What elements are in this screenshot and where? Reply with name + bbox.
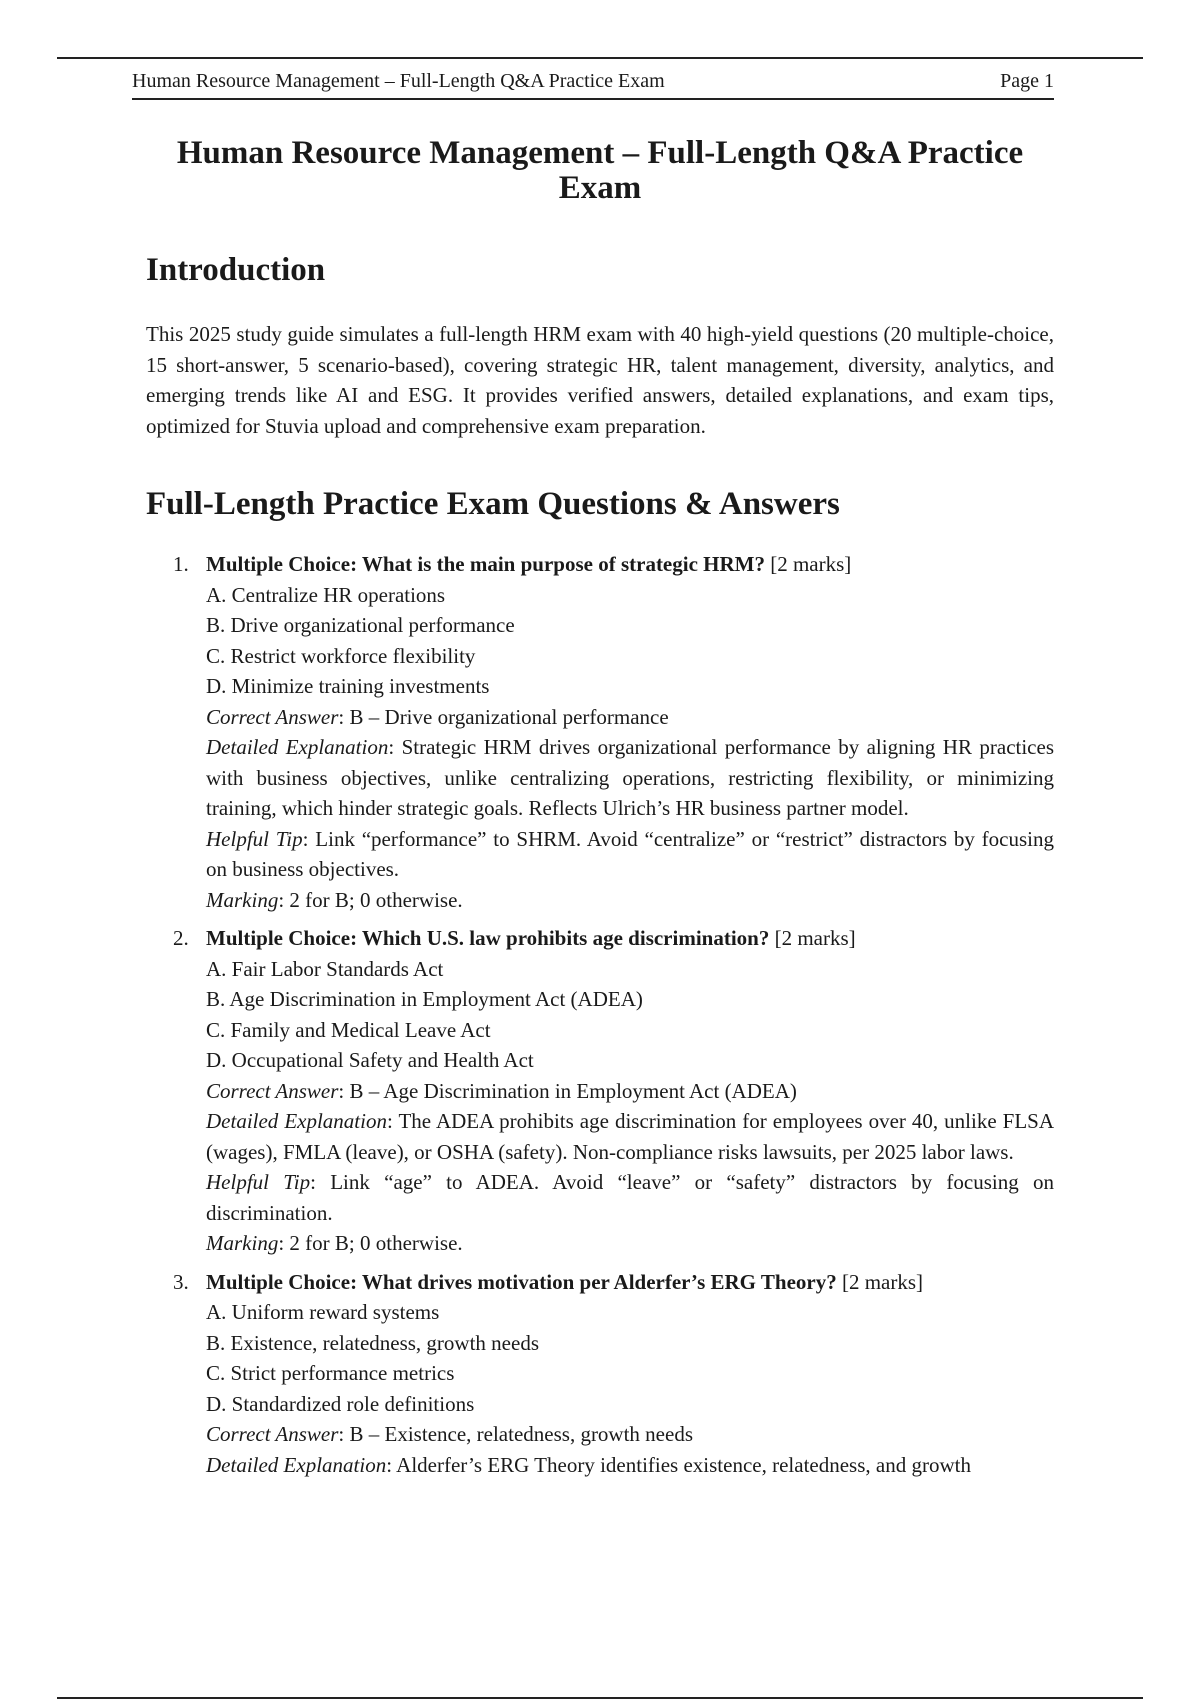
answer-option: D. Standardized role definitions [206,1391,475,1416]
tip-label: Helpful Tip [206,1170,311,1194]
question-number: 3. [173,1269,189,1294]
question-item [146,1267,1054,1481]
answer-option: C. Restrict workforce flexibility [206,643,476,668]
answer-option: B. Age Discrimination in Employment Act (ADEA) [206,987,643,1011]
answer-option: C. Strict performance metrics [206,1361,455,1385]
explanation-text: Alderfer’s ERG Theory identifies existence, relatedness, and growth [396,1452,971,1477]
tip-label: Helpful Tip [206,826,303,851]
marking-label: Marking [206,887,279,912]
question-item [146,923,1054,1259]
question-marks: [2 marks] [770,552,852,576]
correct-answer: Correct Answer: B – Existence, relatedness, growth needs [206,1422,694,1446]
question-title: Multiple Choice: What drives motivation per Alderfer’s ERG Theory? [206,1269,837,1294]
introduction-paragraph: This 2025 study guide simulates a full-length HRM exam with 40 high-yield questions (20 multiple-choice, 15 short-answer, 5 scenario-based), covering strategic HR, talent management, diversity, analytics, and emerging trends like AI and ESG. It provides verified answers, detailed explanations, and exam tips, optimized for Stuvia upload and comprehensive exam preparation. [146,322,1054,438]
question-line [206,549,1054,580]
helpful-tip: Helpful Tip: Link “age” to ADEA. Avoid “leave” or “safety” distractors by focusing on discrimination. [206,1170,1054,1225]
correct-answer-text: B – Existence, relatedness, growth needs [349,1422,694,1446]
correct-answer-label: Correct Answer [206,704,339,729]
explanation-label: Detailed Explanation [206,1109,387,1133]
running-title: Human Resource Management – Full-Length Q&A Practice Exam [132,69,665,92]
question-item [146,549,1054,915]
answer-option: A. Centralize HR operations [206,582,446,607]
question-marks: [2 marks] [841,1269,924,1294]
answer-option: A. Uniform reward systems [206,1300,440,1324]
explanation-label: Detailed Explanation [206,735,389,759]
answer-option: B. Existence, relatedness, growth needs [206,1330,539,1355]
correct-answer-text: B – Drive organizational performance [349,704,669,729]
running-header [132,68,1054,100]
question-title: Multiple Choice: Which U.S. law prohibits age discrimination? [206,926,770,950]
marking-text: 2 for B; 0 otherwise. [289,1231,463,1255]
answer-option: D. Occupational Safety and Health Act [206,1048,534,1072]
answer-option: A. Fair Labor Standards Act [206,956,444,981]
explanation: Detailed Explanation: Alderfer’s ERG Theory identifies existence, relatedness, and growth [206,1452,971,1477]
answer-option: B. Drive organizational performance [206,613,515,637]
explanation: Detailed Explanation: The ADEA prohibits age discrimination for employees over 40, unlike FLSA (wages), FMLA (leave), or OSHA (safety). Non-compliance risks lawsuits, per 2025 labor laws. [206,1109,1054,1164]
marking: Marking: 2 for B; 0 otherwise. [206,1231,463,1255]
question-marks: [2 marks] [774,926,856,950]
marking-label: Marking [206,1231,279,1255]
introduction-heading: Introduction [146,252,326,288]
question-line [206,923,1054,954]
bottom-rule [57,1697,1143,1699]
correct-answer-label: Correct Answer [206,1422,339,1446]
marking: Marking: 2 for B; 0 otherwise. [206,887,463,912]
question-number: 1. [173,552,189,576]
tip-text: Link “age” to ADEA. Avoid “leave” or “safety” distractors by focusing on discrimination. [206,1170,1054,1225]
page-number: Page 1 [1000,69,1054,92]
correct-answer: Correct Answer: B – Age Discrimination in Employment Act (ADEA) [206,1078,797,1103]
question-line [206,1267,1054,1298]
explanation: Detailed Explanation: Strategic HRM drives organizational performance by aligning HR practices with business objectives, unlike centralizing operations, restricting flexibility, or minimizing training, which hinder strategic goals. Reflects Ulrich’s HR business partner model. [206,735,1054,820]
question-list [146,549,1054,1488]
correct-answer: Correct Answer: B – Drive organizational performance [206,704,669,729]
question-number: 2. [173,926,189,950]
answer-option: D. Minimize training investments [206,674,490,698]
explanation-label: Detailed Explanation [206,1452,387,1477]
question-title: Multiple Choice: What is the main purpose of strategic HRM? [206,552,765,576]
top-rule [57,57,1143,59]
correct-answer-text: B – Age Discrimination in Employment Act (ADEA) [349,1078,797,1103]
helpful-tip: Helpful Tip: Link “performance” to SHRM. Avoid “centralize” or “restrict” distractors by focusing on business objectives. [206,826,1054,881]
explanation-text: The ADEA prohibits age discrimination for employees over 40, unlike FLSA (wages), FMLA (leave), or OSHA (safety). Non-compliance risks lawsuits, per 2025 labor laws. [206,1109,1054,1164]
correct-answer-label: Correct Answer [206,1078,339,1103]
document-title: Human Resource Management – Full-Length Q&A Practice Exam [176,135,1024,206]
tip-text: Link “performance” to SHRM. Avoid “centralize” or “restrict” distractors by focusing on business objectives. [206,826,1054,881]
exam-heading: Full-Length Practice Exam Questions & Answers [146,486,840,522]
marking-text: 2 for B; 0 otherwise. [289,887,463,912]
answer-option: C. Family and Medical Leave Act [206,1017,491,1042]
explanation-text: Strategic HRM drives organizational performance by aligning HR practices with business objectives, unlike centralizing operations, restricting flexibility, or minimizing training, which hinder strategic goals. Reflects Ulrich’s HR business partner model. [206,735,1054,820]
